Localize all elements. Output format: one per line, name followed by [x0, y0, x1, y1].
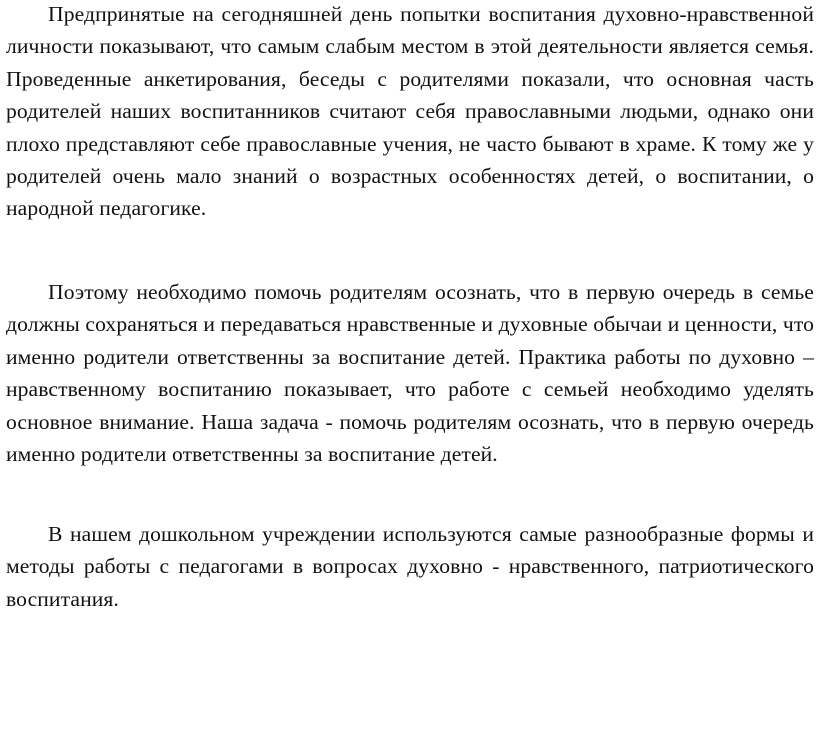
paragraph-family-role: Предпринятые на сегодняшней день попытки воспитания духовно-нравственной личности показывают, что самым слабым местом в этой деятельности является семья. Проведенные анкетирования, беседы с родителями показали, что основная часть родителей наших воспитанников считают себя православными людьми, однако они плохо представляют себе православные учения, не часто бывают в храме. К тому же у родителей очень мало знаний о возрастных особенностях детей, о воспитании, о народной педагогике.: [6, 2, 814, 221]
paragraph-preschool-methods: В нашем дошкольном учреждении используются самые разнообразные формы и методы работы с педагогами в вопросах духовно - нравственного, патриотического воспитания.: [6, 522, 814, 611]
paragraph-parents-responsibility: Поэтому необходимо помочь родителям осознать, что в первую очередь в семье должны сохраняться и передаваться нравственные и духовные обычаи и ценности, что именно родители ответственны за воспитание детей. Практика работы по духовно – нравственному воспитанию показывает, что работе с семьей необходимо уделять основное внимание. Наша задача - помочь родителям осознать, что в первую очередь именно родители ответственны за воспитание детей.: [6, 280, 814, 467]
